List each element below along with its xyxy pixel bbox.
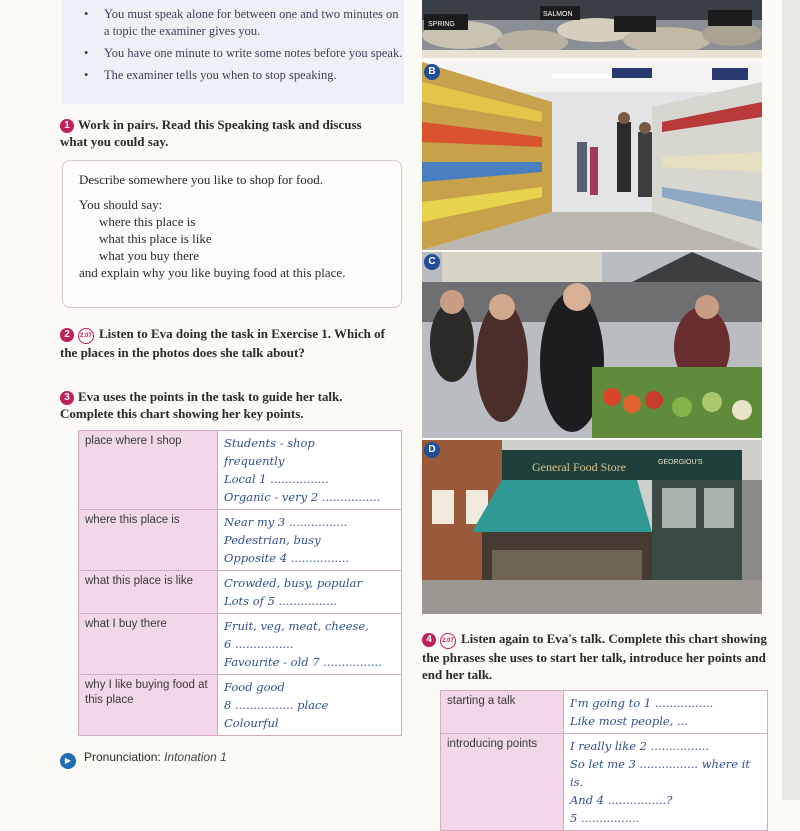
phrases-chart [440,690,768,831]
note-line: So let me 3 ................ where it is. [570,757,751,789]
pronunciation-topic: Intonation 1 [164,750,227,764]
photo-a-image [422,0,762,58]
note-line: Opposite 4 ................ [224,551,350,565]
chart-row [79,614,402,675]
info-bullet: • You have one minute to write some notes before you speak. [104,45,404,62]
chart-row-notes [218,510,402,571]
note-line: Food good [224,680,285,694]
task-closing: and explain why you like buying food at this place. [79,265,346,280]
note-line: And 4 ................? [570,793,673,807]
exercise-number: 4 [422,633,436,647]
photo-d-corner-shop [422,440,762,614]
exercise-3 [60,388,390,422]
pronunciation-link[interactable] [60,750,227,769]
chart-row-notes [564,691,768,734]
chart-row [79,675,402,736]
sign-text: SPRING [428,21,455,28]
exam-info-box [62,0,404,104]
note-line: Crowded, busy, popular [224,576,362,590]
exercise-2 [60,325,390,361]
audio-track-icon[interactable]: 2.07 [78,328,94,344]
note-line: Favourite - old 7 ................ [224,655,382,669]
shop-sign-text: General Food Store [532,460,626,474]
note-line: Students - shop [224,436,315,450]
task-should-say: You should say: [79,197,163,212]
key-points-chart [78,430,402,736]
chart-row-label: where this place is [79,510,218,571]
shop-side-sign-text: GEORGIOU'S [658,459,703,466]
photo-b-image [422,62,762,250]
note-line: Fruit, veg, meat, cheese, [224,619,369,633]
chart-row-label: what this place is like [79,571,218,614]
chart-row-notes [218,675,402,736]
info-bullet: • The examiner tells you when to stop speaking. [104,67,404,84]
chart-row-notes [218,431,402,510]
pronunciation-label: Pronunciation: [84,750,161,764]
chart-row [441,691,768,734]
chart-row [441,734,768,831]
photo-c-street-market [422,252,762,438]
note-line: Near my 3 ................ [224,515,348,529]
exercise-3-text: Eva uses the points in the task to guide her talk. Complete this chart showing her key points. [60,389,343,421]
task-point: what this place is like [99,231,212,246]
photo-label: D [424,442,440,458]
sign-text: SALMON [543,11,573,18]
task-point: what you buy there [99,248,200,263]
exercise-number: 1 [60,119,74,133]
chart-row [79,510,402,571]
note-line: Pedestrian, busy [224,533,321,547]
photo-label: B [424,64,440,80]
exercise-4 [422,630,767,683]
chart-row-label: starting a talk [441,691,564,734]
note-line: Colourful [224,716,279,730]
photo-c-image [422,252,762,438]
note-line: 8 ................ place [224,698,329,712]
note-line: Organic - very 2 ................ [224,490,381,504]
task-point: where this place is [99,214,196,229]
chart-row [79,571,402,614]
chart-row-label: what I buy there [79,614,218,675]
exercise-1-text: Work in pairs. Read this Speaking task and discuss what you could say. [60,117,362,149]
chart-row-label: place where I shop [79,431,218,510]
chart-row [79,431,402,510]
photo-b-supermarket [422,62,762,250]
note-line: 6 ................ [224,637,294,651]
audio-track-icon[interactable]: 2.07 [440,633,456,649]
note-line: 5 ................ [570,811,640,825]
task-prompt: Describe somewhere you like to shop for food. [79,172,324,187]
exercise-number: 2 [60,328,74,342]
note-line: I'm going to 1 ................ [570,696,714,710]
speaking-task-card [62,160,402,308]
note-line: Local 1 ................ [224,472,329,486]
exercise-2-text: Listen to Eva doing the task in Exercise 1. Which of the places in the photos does she talk about? [60,326,385,360]
exercise-4-text: Listen again to Eva's talk. Complete this chart showing the phrases she uses to start her talk, introduce her points and end her talk. [422,631,767,682]
photo-a-fish-counter [422,0,762,58]
note-line: Like most people, ... [570,714,688,728]
exercise-number: 3 [60,391,74,405]
exercise-1 [60,116,390,150]
note-line: I really like 2 ................ [570,739,710,753]
note-line: frequently [224,454,285,468]
play-icon: ▶ [60,753,76,769]
chart-row-label: introducing points [441,734,564,831]
page-edge [782,0,800,800]
chart-row-label: why I like buying food at this place [79,675,218,736]
chart-row-notes [564,734,768,831]
photo-d-image [422,440,762,614]
chart-row-notes [218,571,402,614]
info-bullet: • You must speak alone for between one and two minutes on a topic the examiner gives you. [104,6,404,40]
photo-label: C [424,254,440,270]
chart-row-notes [218,614,402,675]
note-line: Lots of 5 ................ [224,594,338,608]
